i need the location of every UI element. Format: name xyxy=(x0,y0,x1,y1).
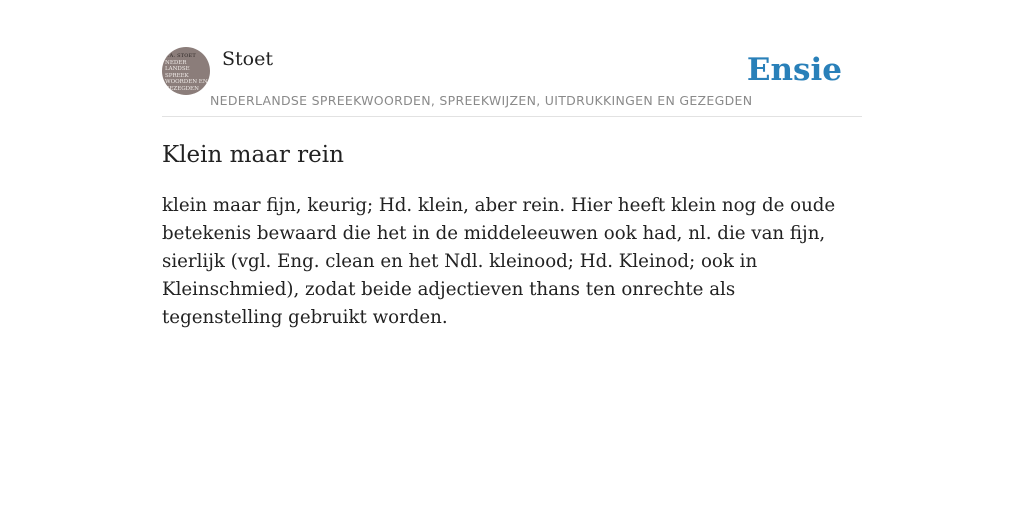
source-subtitle-link[interactable]: NEDERLANDSE SPREEKWOORDEN, SPREEKWIJZEN, UITDRUKKINGEN EN GEZEGDEN xyxy=(210,93,753,108)
avatar-text-line: WOORDEN EN xyxy=(165,79,208,85)
entry-body: klein maar fijn, keurig; Hd. klein, aber rein. Hier heeft klein nog de oude betekenis bewaard die het in de middeleeuwen ook had, nl. die van fijn, sierlijk (vgl. Eng. clean en het Ndl. kleinood; Hd. Kleinod; ook in Kleinschmied), zodat beide adjectieven thans ten onrechte als tegenstelling gebruikt worden. xyxy=(162,195,836,328)
avatar-text-line: GEZEGDEN xyxy=(165,85,199,92)
avatar-text-line: F.A. STOET xyxy=(165,53,196,59)
entry-title: Klein maar rein xyxy=(162,142,344,168)
source-avatar[interactable] xyxy=(162,47,210,95)
avatar-text-line: NEDER xyxy=(165,59,187,66)
source-name-link[interactable]: Stoet xyxy=(222,48,273,70)
avatar-text-line: LANDSE xyxy=(165,66,190,72)
header xyxy=(162,46,862,117)
avatar-text-line: SPREEK xyxy=(165,72,189,79)
ensie-logo-link[interactable]: Ensie xyxy=(746,52,842,88)
